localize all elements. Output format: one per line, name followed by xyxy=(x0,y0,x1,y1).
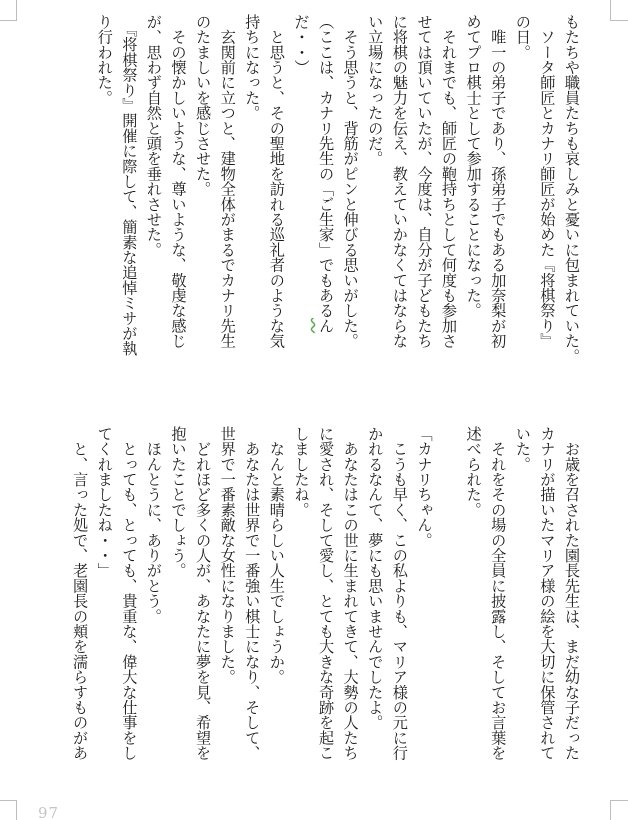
text-line: めてプロ棋士として参加することになった。 xyxy=(464,14,483,318)
text-line: しましたね。 xyxy=(292,426,311,518)
proofing-mark: ん xyxy=(317,318,336,334)
text-line: あなたはこの世に生まれてきて、大勢の人たち xyxy=(341,426,360,761)
crop-mark xyxy=(16,800,17,820)
crop-mark xyxy=(610,800,611,820)
text-line: もたちや職員たちも哀しみと憂いに包まれていた。 xyxy=(563,14,581,364)
text-line: カナリが描いたマリア様の絵を大切に保管されて xyxy=(538,426,557,761)
text-line: 「カナリちゃん。 xyxy=(415,426,434,548)
page-number: 97 xyxy=(38,804,60,820)
text-line: その懐かしいような、尊いような、敬虔な感じ xyxy=(169,14,188,349)
text-line: 唯一の弟子であり、孫弟子でもある加奈梨が初 xyxy=(489,14,508,349)
text-line: そう思うと、背筋がピンと伸びる思いがした。 xyxy=(341,14,360,349)
text-line: に愛され、そして愛し、とても大きな奇跡を起こ xyxy=(317,426,336,761)
text-line: の日。 xyxy=(513,14,532,60)
crop-mark xyxy=(16,0,17,20)
text-line: だ・・） xyxy=(292,14,311,75)
text-block-upper xyxy=(92,14,584,392)
text-line: いた。 xyxy=(513,426,532,472)
text-line: 世界で一番素敵な女性になりました。 xyxy=(218,426,237,685)
crop-mark xyxy=(0,800,17,801)
text-line-marked: （ここは、カナリ先生の「ご生家」でもあるん xyxy=(317,14,336,334)
text-line: と、言った処で、老園長の頬を濡らすものがあ xyxy=(71,426,90,761)
text-line: こうも早く、この私よりも、マリア様の元に行 xyxy=(390,426,409,761)
crop-mark xyxy=(610,20,628,21)
text-line: なんと素晴らしい人生でしょうか。 xyxy=(267,426,286,685)
text-line: 述べられた。 xyxy=(464,426,483,518)
crop-mark xyxy=(610,0,611,20)
text-line: とっても、とっても、貴重な、偉大な仕事をし xyxy=(120,426,139,761)
text-line: かれるなんて、夢にも思いませんでしたよ。 xyxy=(366,426,385,730)
text-line: が、思わず自然と頭を垂れさせた。 xyxy=(144,14,163,258)
text-line: 『将棋祭り』開催に際して、簡素な追悼ミサが執 xyxy=(120,14,139,356)
text-line: せては頂いていたが、今度は、自分が子どもたち xyxy=(415,14,434,349)
text-line: それをその場の全員に披露し、そしてお言葉を xyxy=(489,426,508,761)
text-line: い立場になったのだ。 xyxy=(366,14,385,166)
text-line: り行われた。 xyxy=(95,14,114,106)
text-line: と思うと、その聖地を訪れる巡礼者のような気 xyxy=(267,14,286,349)
text-line: てくれましたね・・」 xyxy=(95,426,114,578)
text-line: のたましいを感じさせた。 xyxy=(194,14,213,197)
text-line: 玄関前に立つと、建物全体がまるでカナリ先生 xyxy=(218,14,237,349)
text-line: それまでも、師匠の鞄持ちとして何度も参加さ xyxy=(440,14,459,349)
crop-mark xyxy=(610,800,628,801)
text-line: 抱いたことでしょう。 xyxy=(169,426,188,578)
text-line: ほんとうに、ありがとう。 xyxy=(144,426,163,624)
text-line: お歳を召された園長先生は、まだ幼な子だった xyxy=(563,426,581,761)
text-line: どれほど多くの人が、あなたに夢を見、希望を xyxy=(194,426,213,761)
text-line: に将棋の魅力を伝え、教えていかなくてはならな xyxy=(390,14,409,349)
crop-mark xyxy=(0,20,17,21)
text-line: ソータ師匠とカナリ師匠が始めた『将棋祭り』 xyxy=(538,14,557,349)
text-line: 持ちになった。 xyxy=(243,14,262,121)
blank-line xyxy=(436,426,461,798)
text-block-lower xyxy=(68,426,584,798)
text-line: あなたは世界で一番強い棋士になり、そして、 xyxy=(243,426,262,761)
